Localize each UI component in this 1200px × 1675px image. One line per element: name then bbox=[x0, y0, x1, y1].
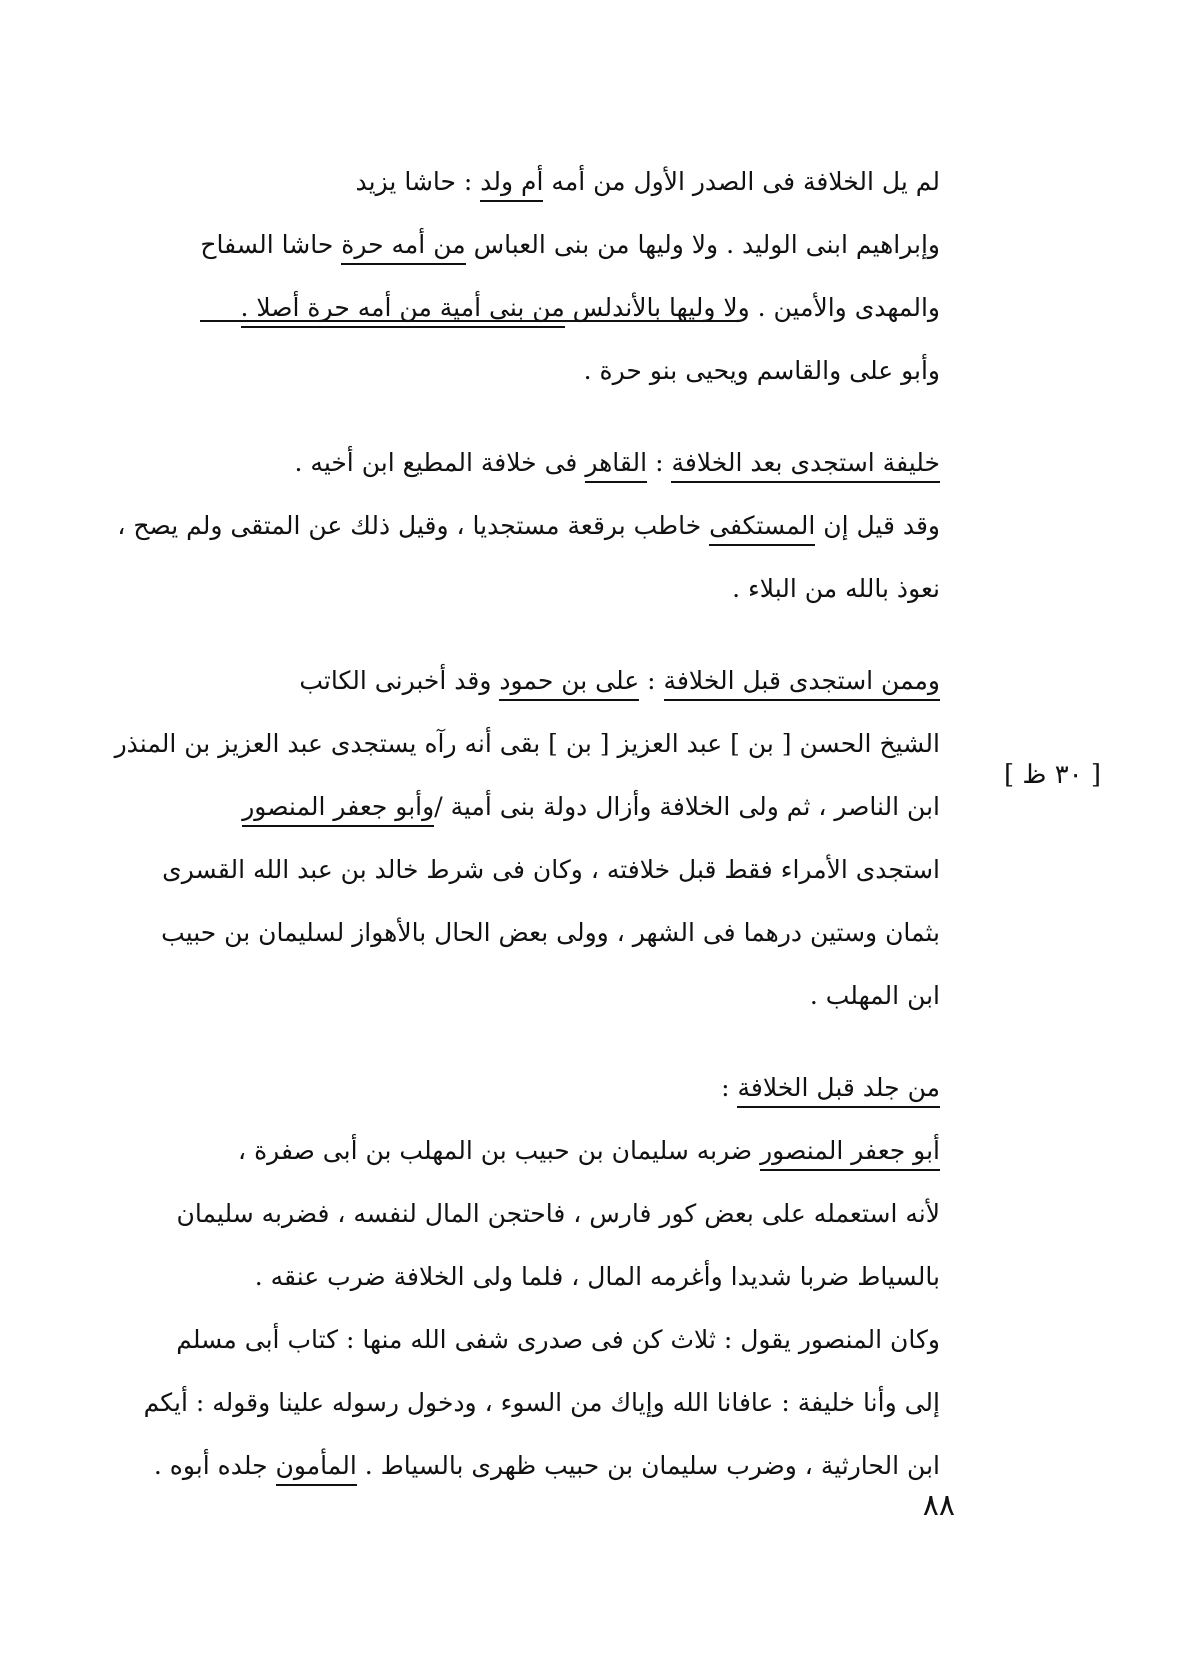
text-line: وأبو على والقاسم ويحيى بنو حرة . bbox=[583, 356, 940, 385]
section-divider bbox=[200, 320, 740, 322]
text-line: استجدى الأمراء فقط قبل خلافته ، وكان فى شرط خالد بن عبد الله القسرى bbox=[162, 855, 940, 884]
underlined-phrase: من بنى أمية من أمه حرة أصلا . bbox=[241, 293, 565, 328]
text-line: لأنه استعمله على بعض كور فارس ، فاحتجن المال لنفسه ، فضربه سليمان bbox=[176, 1199, 940, 1228]
underlined-phrase: القاهر bbox=[585, 448, 647, 483]
text-line: أبو جعفر المنصور ضربه سليمان بن حبيب بن المهلب بن أبى صفرة ، bbox=[200, 1119, 940, 1182]
text-line: وممن استجدى قبل الخلافة : على بن حمود وقد أخبرنى الكاتب bbox=[200, 649, 940, 712]
text-line: ابن الناصر ، ثم ولى الخلافة وأزال دولة بنى أمية /وأبو جعفر المنصور bbox=[200, 775, 940, 838]
text-line: بثمان وستين درهما فى الشهر ، وولى بعض الحال بالأهواز لسليمان بن حبيب bbox=[161, 918, 940, 947]
underlined-phrase: وأبو جعفر المنصور bbox=[242, 792, 434, 827]
text-line: ابن الحارثية ، وضرب سليمان بن حبيب ظهرى بالسياط . المأمون جلده أبوه . bbox=[200, 1434, 940, 1497]
section-heading: وممن استجدى قبل الخلافة bbox=[664, 666, 940, 701]
text-line: الشيخ الحسن [ بن ] عبد العزيز [ بن ] بقى أنه رآه يستجدى عبد العزيز بن المنذر bbox=[114, 729, 940, 758]
text-line: إلى وأنا خليفة : عافانا الله وإياك من السوء ، ودخول رسوله علينا وقوله : أيكم bbox=[143, 1388, 940, 1417]
text-line: وقد قيل إن المستكفى خاطب برقعة مستجديا ، وقيل ذلك عن المتقى ولم يصح ، bbox=[200, 494, 940, 557]
underlined-phrase: أبو جعفر المنصور bbox=[760, 1136, 940, 1171]
page-number: ٨٨ bbox=[922, 1488, 955, 1523]
text-line: نعوذ بالله من البلاء . bbox=[732, 574, 940, 603]
text-line: وإبراهيم ابنى الوليد . ولا وليها من بنى العباس من أمه حرة حاشا السفاح bbox=[200, 213, 940, 276]
text-line: ابن المهلب . bbox=[809, 981, 940, 1010]
main-text bbox=[114, 150, 940, 1497]
text-line: بالسياط ضربا شديدا وأغرمه المال ، فلما ولى الخلافة ضرب عنقه . bbox=[254, 1262, 940, 1291]
text-line: من جلد قبل الخلافة : bbox=[200, 1056, 940, 1119]
underlined-phrase: من أمه حرة bbox=[341, 230, 465, 265]
underlined-phrase: المأمون bbox=[276, 1451, 357, 1486]
text-line: وكان المنصور يقول : ثلاث كن فى صدرى شفى الله منها : كتاب أبى مسلم bbox=[176, 1325, 940, 1354]
section-heading: من جلد قبل الخلافة bbox=[737, 1073, 940, 1108]
underlined-phrase: أم ولد bbox=[480, 167, 543, 202]
underlined-phrase: المستكفى bbox=[709, 511, 815, 546]
folio-margin-note: [ ٣٠ ظ ] bbox=[1004, 760, 1102, 790]
text-line: والمهدى والأمين . ولا وليها بالأندلس من بنى أمية من أمه حرة أصلا . bbox=[200, 276, 940, 339]
section-heading: خليفة استجدى بعد الخلافة bbox=[671, 448, 940, 483]
text-line: خليفة استجدى بعد الخلافة : القاهر فى خلافة المطيع ابن أخيه . bbox=[200, 431, 940, 494]
text-line: لم يل الخلافة فى الصدر الأول من أمه أم ولد : حاشا يزيد bbox=[200, 150, 940, 213]
underlined-phrase: على بن حمود bbox=[499, 666, 639, 701]
